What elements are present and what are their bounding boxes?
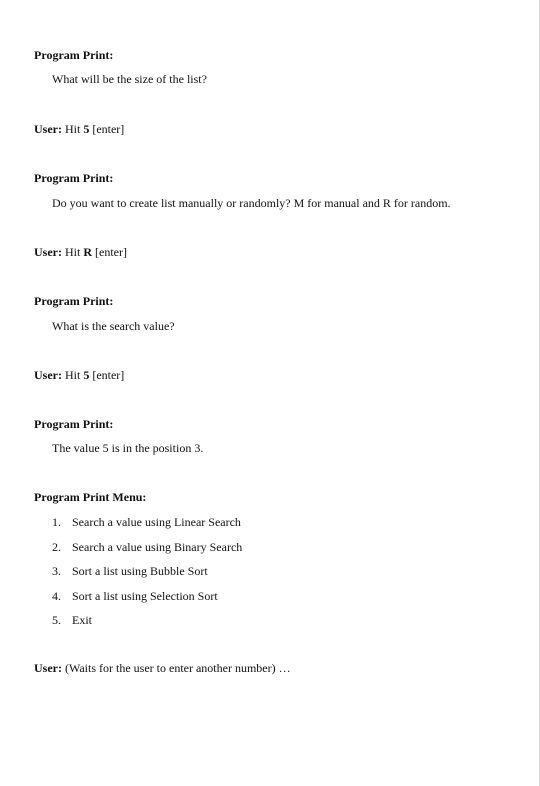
user-enter: [enter] xyxy=(92,245,127,259)
menu-item-number: 5. xyxy=(52,613,61,627)
user-waiting-text: (Waits for the user to enter another number) … xyxy=(61,661,291,675)
menu-item xyxy=(52,564,242,589)
user-action: Hit xyxy=(61,368,84,382)
user-input-line xyxy=(34,122,520,136)
user-input-line xyxy=(34,368,520,382)
program-print-heading: Program Print: xyxy=(34,171,114,185)
user-enter: [enter] xyxy=(89,122,125,136)
user-key: 5 xyxy=(83,122,90,136)
program-print-text: Do you want to create list manually or randomly? M for manual and R for random. xyxy=(52,196,451,210)
menu-item-number: 3. xyxy=(52,564,61,578)
program-print-text: What is the search value? xyxy=(52,319,175,333)
user-label: User: xyxy=(34,368,62,382)
user-label: User: xyxy=(34,245,62,259)
menu-item-number: 1. xyxy=(52,515,61,529)
program-print-text: The value 5 is in the position 3. xyxy=(52,441,204,455)
menu-item xyxy=(52,540,242,565)
menu-list xyxy=(52,515,242,638)
program-print-text: What will be the size of the list? xyxy=(52,72,207,86)
menu-item xyxy=(52,613,242,638)
menu-item xyxy=(52,589,242,614)
user-key: 5 xyxy=(83,368,90,382)
menu-item-label: Sort a list using Bubble Sort xyxy=(72,564,208,578)
user-action: Hit xyxy=(61,122,84,136)
program-print-menu-heading: Program Print Menu: xyxy=(34,490,147,504)
user-input-line xyxy=(34,245,520,259)
user-enter: [enter] xyxy=(89,368,125,382)
menu-item-label: Sort a list using Selection Sort xyxy=(72,588,218,603)
user-action: Hit xyxy=(61,245,84,259)
menu-item-label: Search a value using Binary Search xyxy=(72,539,243,554)
user-key: R xyxy=(83,245,92,259)
menu-item-number: 4. xyxy=(52,588,61,603)
menu-item-number: 2. xyxy=(52,539,61,554)
program-print-heading: Program Print: xyxy=(34,417,114,431)
user-waiting-line xyxy=(34,661,520,675)
user-label: User: xyxy=(34,122,62,136)
menu-item xyxy=(52,515,242,540)
program-print-heading: Program Print: xyxy=(34,294,114,308)
menu-item-label: Exit xyxy=(72,613,92,627)
program-print-heading: Program Print: xyxy=(34,48,114,62)
user-label: User: xyxy=(34,661,62,675)
menu-item-label: Search a value using Linear Search xyxy=(72,515,241,529)
